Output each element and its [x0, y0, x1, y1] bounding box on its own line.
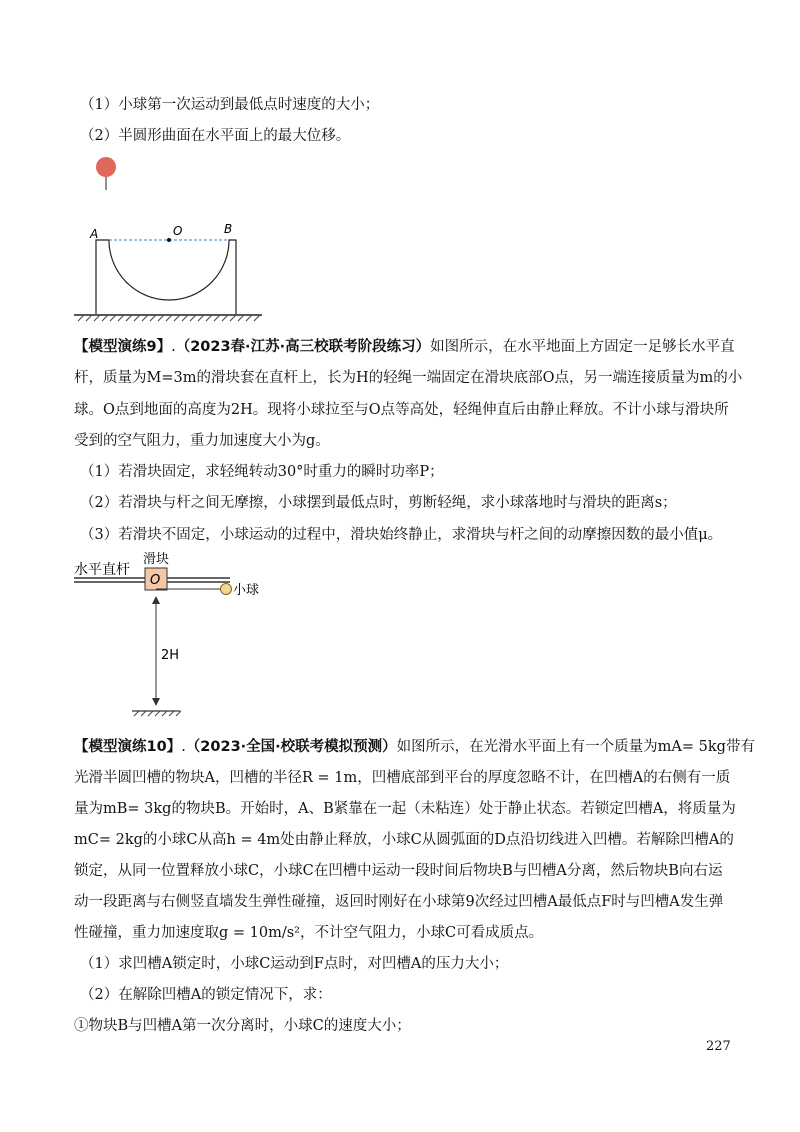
ground-hatch: [78, 315, 260, 321]
problem9-dot: .: [171, 339, 176, 355]
height-label: 2H: [161, 648, 180, 663]
problem10-line4: mC= 2kg的小球C从高h = 4m处由静止释放，小球C从圆弧面的D点沿切线进入凹槽。若解除凹槽A的: [74, 832, 734, 848]
problem10-tag: 【模型演练10】: [74, 739, 182, 755]
groove-block: [96, 240, 236, 314]
problem9-line4: 受到的空气阻力，重力加速度大小为g。: [74, 433, 330, 449]
problem9-line2: 杆，质量为M=3m的滑块套在直杆上，长为H的轻绳一端固定在滑块底部O点，另一端连接质量为m的小: [74, 370, 743, 386]
problem9-line1-text: 如图所示，在水平地面上方固定一足够长水平直: [430, 339, 735, 355]
problem10-line3: 量为mB= 3kg的物块B。开始时，A、B紧靠在一起（未粘连）处于静止状态。若锁定凹槽A，将质量为: [74, 801, 736, 817]
problem10-line2: 光滑半圆凹槽的物块A，凹槽的半径R = 1m，凹槽底部到平台的厚度忽略不计，在凹槽A的右侧有一质: [74, 770, 731, 786]
arrowhead-up: [152, 596, 160, 604]
floor-hatch: [134, 711, 181, 716]
problem10-line5: 锁定，从同一位置释放小球C，小球C在凹槽中运动一段时间后物块B与凹槽A分离，然后物块B向右运: [74, 863, 723, 879]
center-point-o: [167, 238, 171, 242]
problem10-line6: 动一段距离与右侧竖直墙发生弹性碰撞，返回时刚好在小球第9次经过凹槽A最低点F时与凹槽A发生弹: [74, 894, 724, 910]
problem9-source: （2023春·江苏·高三校联考阶段练习）: [175, 339, 431, 355]
problem10-question-2-1: ①物块B与凹槽A第一次分离时，小球C的速度大小；: [74, 1018, 411, 1034]
arrowhead-down: [152, 698, 160, 706]
problem10-line7: 性碰撞，重力加速度取g = 10m/s²，不计空气阻力，小球C可看成质点。: [74, 925, 544, 941]
problem10-source: （2023·全国·校联考模拟预测）: [185, 739, 397, 755]
slider-o-label: O: [150, 573, 161, 588]
ball-icon: [96, 157, 116, 177]
problem10-question-1: （1）求凹槽A锁定时，小球C运动到F点时，对凹槽A的压力大小；: [80, 956, 509, 972]
top-question-1: （1）小球第一次运动到最低点时速度的大小；: [80, 97, 380, 113]
problem10-question-2: （2）在解除凹槽A的锁定情况下，求：: [80, 987, 332, 1003]
ball-label: 小球: [233, 583, 260, 598]
rod-label: 水平直杆: [74, 562, 130, 578]
slider-label: 滑块: [143, 552, 170, 567]
problem9-line3: 球。O点到地面的高度为2H。现将小球拉至与O点等高处，轻绳伸直后由静止释放。不计小球与滑块所: [74, 402, 729, 418]
label-b: B: [224, 222, 233, 236]
problem9-question-1: （1）若滑块固定，求轻绳转动30°时重力的瞬时功率P；: [80, 464, 444, 480]
problem10-dot: .: [181, 739, 186, 755]
top-question-2: （2）半圆形曲面在水平面上的最大位移。: [80, 128, 351, 144]
label-a: A: [90, 227, 99, 241]
small-ball-icon: [221, 584, 232, 595]
label-o: O: [173, 224, 183, 238]
problem9-question-3: （3）若滑块不固定，小球运动的过程中，滑块始终静止，求滑块与杆之间的动摩擦因数的最小值μ。: [80, 527, 723, 543]
problem10-line1-text: 如图所示，在光滑水平面上有一个质量为mA= 5kg带有: [396, 739, 755, 755]
problem9-question-2: （2）若滑块与杆之间无摩擦，小球摆到最低点时，剪断轻绳，求小球落地时与滑块的距离s；: [80, 495, 677, 511]
problem9-line1: [74, 337, 735, 357]
problem9-tag: 【模型演练9】: [74, 339, 172, 355]
page-number: 227: [706, 1039, 731, 1054]
problem10-line1: [74, 737, 755, 757]
